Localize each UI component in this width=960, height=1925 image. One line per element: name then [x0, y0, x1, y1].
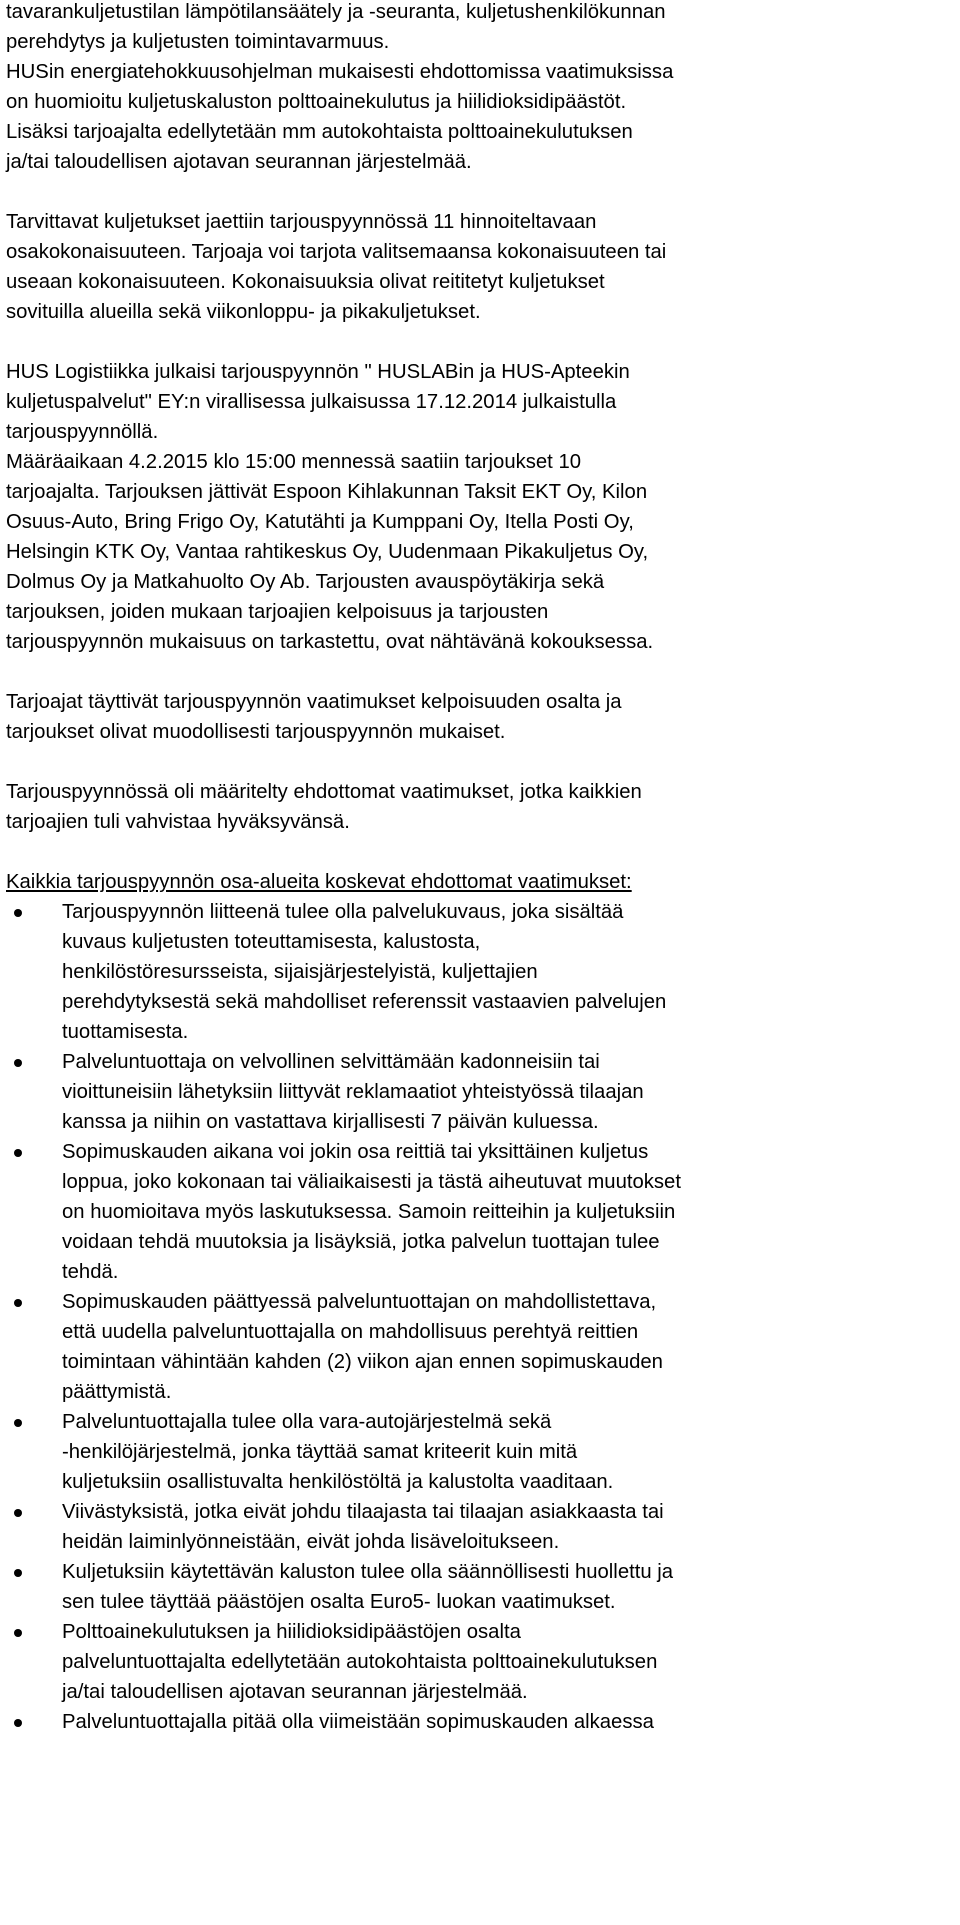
list-item-text: Polttoainekulutuksen ja hiilidioksidipäästöjen osalta palveluntuottajalta edellytetään autokohtaista polttoainekulutuksen ja/tai taloudellisen ajotavan seurannan järjestelmää. [62, 1621, 658, 1703]
list-item-text: Sopimuskauden aikana voi jokin osa reittiä tai yksittäinen kuljetus loppua, joko kokonaan tai väliaikaisesti ja tästä aiheutuvat muutokset on huomioitava myös laskutuksessa. Samoin reitteihin ja kuljetuksiin voidaan tehdä muutoksia ja lisäyksiä, jotka palvelun tuottajan tulee tehdä. [62, 1141, 681, 1283]
bullet-icon [14, 1629, 22, 1637]
list-item [0, 1557, 947, 1617]
list-item [0, 1407, 947, 1497]
paragraph-sub-entities: Tarvittavat kuljetukset jaettiin tarjouspyynnössä 11 hinnoiteltavaan osakokonaisuuteen. Tarjoaja voi tarjota valitsemaansa kokonaisuuteen tai useaan kokonaisuuteen. Kokonaisuuksia olivat reititetyt kuljetukset sovituilla alueilla sekä viikonloppu- ja pikakuljetukset. [6, 211, 667, 323]
list-item [0, 1707, 947, 1737]
paragraph-tender-announcement: HUS Logistiikka julkaisi tarjouspyynnön " HUSLABin ja HUS-Apteekin kuljetuspalvelut" EY:n virallisessa julkaisussa 17.12.2014 julkaistulla tarjouspyynnöllä. Määräaikaan 4.2.2015 klo 15:00 mennessä saatiin tarjoukset 10 tarjoajalta. Tarjouksen jättivät Espoon Kihlakunnan Taksit EKT Oy, Kilon Osuus-Auto, Bring Frigo Oy, Katutähti ja Kumppani Oy, Itella Posti Oy, Helsingin KTK Oy, Vantaa rahtikeskus Oy, Uudenmaan Pikakuljetus Oy, Dolmus Oy ja Matkahuolto Oy Ab. Tarjousten avauspöytäkirja sekä tarjouksen, joiden mukaan tarjoajien kelpoisuus ja tarjousten tarjouspyynnön mukaisuus on tarkastettu, ovat nähtävänä kokouksessa. [6, 361, 654, 653]
paragraph-transport-conditions: tavarankuljetustilan lämpötilansäätely ja -seuranta, kuljetushenkilökunnan perehdytys ja kuljetusten toimintavarmuus. HUSin energiatehokkuusohjelman mukaisesti ehdottomissa vaatimuksissa on huomioitu kuljetuskaluston polttoainekulutus ja hiilidioksidipäästöt. Lisäksi tarjoajalta edellytetään mm autokohtaista polttoainekulutuksen ja/tai taloudellisen ajotavan seurannan järjestelmää. [6, 1, 674, 173]
list-item-text: Sopimuskauden päättyessä palveluntuottajan on mahdollistettava, että uudella palveluntuottajalla on mahdollisuus perehtyä reittien toimintaan vähintään kahden (2) viikon ajan ennen sopimuskauden päättymistä. [62, 1291, 663, 1403]
paragraph-spacer [0, 657, 960, 687]
paragraph-spacer [0, 747, 960, 777]
paragraph-spacer [0, 327, 960, 357]
list-item [0, 897, 947, 1047]
requirements-list [0, 897, 960, 1737]
list-item-text: Viivästyksistä, jotka eivät johdu tilaajasta tai tilaajan asiakkaasta tai heidän laiminlyönneistään, eivät johda lisäveloitukseen. [62, 1501, 664, 1553]
list-item-text: Palveluntuottajalla pitää olla viimeistään sopimuskauden alkaessa [62, 1711, 654, 1733]
bullet-icon [14, 1299, 22, 1307]
paragraph-spacer [0, 837, 960, 867]
bullet-icon [14, 909, 22, 917]
list-item [0, 1287, 947, 1407]
bullet-icon [14, 1059, 22, 1067]
bullet-icon [14, 1719, 22, 1727]
bullet-icon [14, 1569, 22, 1577]
list-item-text: Tarjouspyynnön liitteenä tulee olla palvelukuvaus, joka sisältää kuvaus kuljetusten toteuttamisesta, kalustosta, henkilöstöresursseista, sijaisjärjestelyistä, kuljettajien perehdytyksestä sekä mahdolliset referenssit vastaavien palvelujen tuottamisesta. [62, 901, 667, 1043]
paragraph-mandatory-requirements: Tarjouspyynnössä oli määritelty ehdottomat vaatimukset, jotka kaikkien tarjoajien tuli vahvistaa hyväksyvänsä. [6, 781, 642, 833]
paragraph-eligibility: Tarjoajat täyttivät tarjouspyynnön vaatimukset kelpoisuuden osalta ja tarjoukset olivat muodollisesti tarjouspyynnön mukaiset. [6, 691, 622, 743]
list-item-text: Kuljetuksiin käytettävän kaluston tulee olla säännöllisesti huollettu ja sen tulee täyttää päästöjen osalta Euro5- luokan vaatimukset. [62, 1561, 674, 1613]
list-item-text: Palveluntuottaja on velvollinen selvittämään kadonneisiin tai vioittuneisiin lähetyksiin liittyvät reklamaatiot yhteistyössä tilaajan kanssa ja niihin on vastattava kirjallisesti 7 päivän kuluessa. [62, 1051, 644, 1133]
bullet-icon [14, 1419, 22, 1427]
requirements-heading: Kaikkia tarjouspyynnön osa-alueita koskevat ehdottomat vaatimukset: [6, 871, 632, 893]
paragraph-spacer [0, 177, 960, 207]
list-item [0, 1497, 947, 1557]
bullet-icon [14, 1509, 22, 1517]
list-item [0, 1047, 947, 1137]
list-item [0, 1617, 947, 1707]
list-item-text: Palveluntuottajalla tulee olla vara-autojärjestelmä sekä -henkilöjärjestelmä, jonka täyttää samat kriteerit kuin mitä kuljetuksiin osallistuvalta henkilöstöltä ja kalustolta vaaditaan. [62, 1411, 614, 1493]
list-item [0, 1137, 947, 1287]
bullet-icon [14, 1149, 22, 1157]
